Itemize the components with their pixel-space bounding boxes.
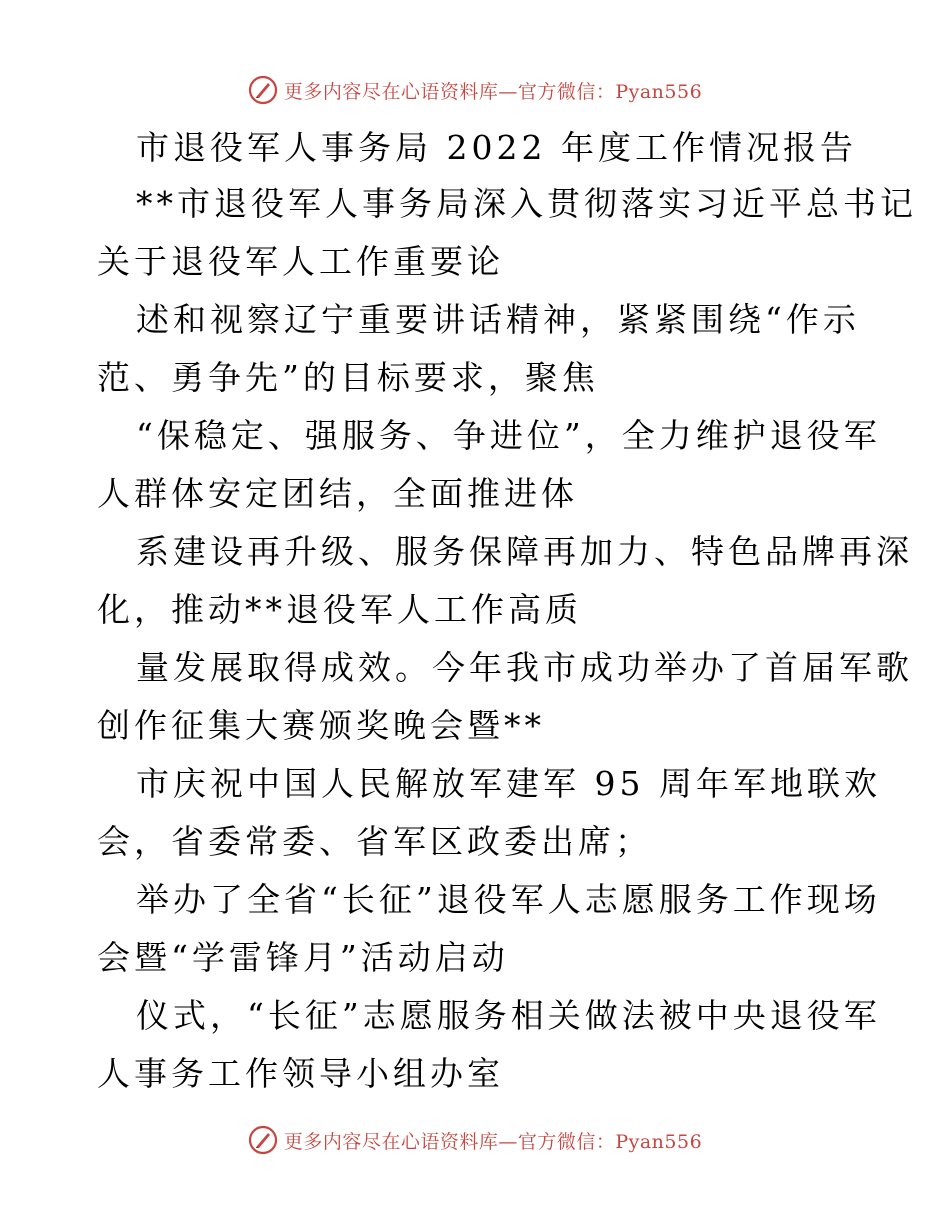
paragraph-line: 人事务工作领导小组办室 [97, 1054, 504, 1093]
footer-watermark [0, 1122, 950, 1158]
paragraph-line: 人群体安定团结，全面推进体 [97, 474, 578, 513]
header-watermark [0, 72, 950, 108]
paragraph-line: 关于退役军人工作重要论 [97, 242, 504, 281]
paragraph-line: 举办了全省“长征”退役军人志愿服务工作现场 [136, 880, 881, 919]
paragraph-line: **市退役军人事务局深入贯彻落实习近平总书记 [136, 184, 917, 223]
paragraph-line: 创作征集大赛颁奖晚会暨** [97, 706, 545, 745]
paragraph-line: 范、勇争先”的目标要求，聚焦 [97, 358, 599, 397]
watermark-text: 更多内容尽在心语资料库—官方微信：Pyan556 [283, 1130, 703, 1153]
watermark-text: 更多内容尽在心语资料库—官方微信：Pyan556 [283, 80, 703, 103]
paragraph-line: 化，推动**退役军人工作高质 [97, 590, 582, 629]
paragraph-line: 述和视察辽宁重要讲话精神，紧紧围绕“作示 [136, 300, 860, 339]
document-title: 市退役军人事务局 2022 年度工作情况报告 [136, 128, 857, 167]
paragraph-line: 市庆祝中国人民解放军建军 95 周年军地联欢 [136, 764, 881, 803]
paragraph-line: 仪式，“长征”志愿服务相关做法被中央退役军 [136, 996, 881, 1035]
paragraph-line: “保稳定、强服务、争进位”，全力维护退役军 [136, 416, 881, 455]
quill-logo-icon [248, 75, 278, 105]
paragraph-line: 会暨“学雷锋月”活动启动 [97, 938, 509, 977]
paragraph-line: 量发展取得成效。今年我市成功举办了首届军歌 [136, 648, 913, 687]
quill-logo-icon [248, 1125, 278, 1155]
paragraph-line: 系建设再升级、服务保障再加力、特色品牌再深 [136, 532, 913, 571]
paragraph-line: 会，省委常委、省军区政委出席； [97, 822, 652, 861]
